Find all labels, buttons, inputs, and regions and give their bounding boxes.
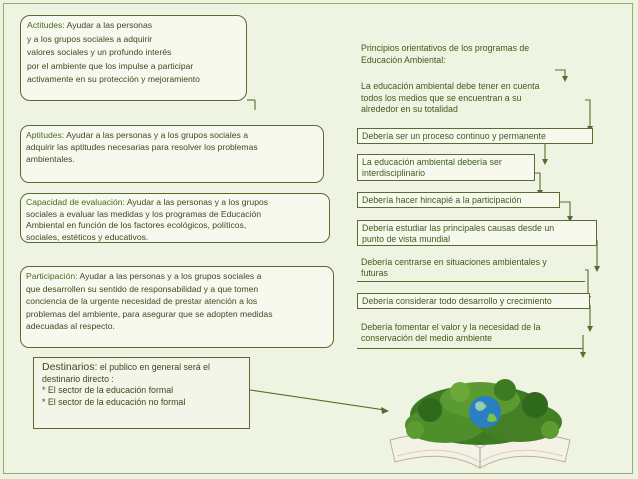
participacion-line-0: Ayudar a las personas y a los grupos sociales a	[79, 271, 262, 281]
participacion-line-1: que desarrollen su sentido de responsabilidad y a que tomen	[26, 283, 259, 294]
actitudes-box	[20, 15, 247, 101]
principios-line-0: Principios orientativos de los programas de	[361, 43, 530, 53]
aptitudes-line-0: Ayudar a las personas y a los grupos sociales a	[66, 130, 248, 140]
principle-5-line-1: punto de vista mundial	[362, 234, 451, 244]
participacion-line-3: problemas del ambiente, para asegurar que se adopten medidas	[26, 308, 273, 319]
capacidad-label: Capacidad de evaluación:	[26, 197, 125, 207]
principle-item-7	[357, 293, 590, 309]
actitudes-line-0: Ayudar a las personas	[66, 20, 153, 30]
capacidad-box	[20, 193, 330, 243]
principle-1-line-1: todos los medios que se encuentran a su	[361, 92, 522, 103]
principios-heading	[361, 42, 529, 66]
principle-3-line-0: La educación ambiental debería ser	[362, 157, 502, 167]
book-globe-image	[385, 370, 575, 470]
principle-8-line-0: Debería fomentar el valor y la necesidad de la	[361, 322, 541, 332]
principle-6-line-1: futuras	[361, 268, 388, 278]
participacion-line-2: conciencia de la urgente necesidad de prestar atención a los	[26, 296, 258, 306]
actitudes-label: Actitudes:	[27, 20, 65, 30]
principle-1-line-0: La educación ambiental debe tener en cuenta	[361, 81, 540, 91]
capacidad-line-3: sociales, estéticos y educativos.	[26, 231, 149, 242]
participacion-box	[20, 266, 334, 348]
participacion-label: Participación:	[26, 271, 78, 281]
destinarios-line-2: * El sector de la educación formal	[42, 385, 174, 395]
actitudes-line-3: por el ambiente que los impulse a participar	[27, 60, 194, 71]
actitudes-line-4: activamente en su protección y mejoramiento	[27, 74, 200, 84]
destinarios-line-3: * El sector de la educación no formal	[42, 396, 186, 407]
principios-line-1: Educación Ambiental:	[361, 55, 446, 65]
principle-2-line-0: Debería ser un proceso continuo y permanente	[362, 131, 546, 141]
principle-item-6	[357, 255, 585, 282]
principle-8-line-1: conservación del medio ambiente	[361, 333, 493, 343]
principle-item-1	[357, 79, 585, 121]
principle-5-line-0: Debería estudiar las principales causas desde un	[362, 223, 555, 233]
actitudes-line-1: y a los grupos sociales a adquirir	[27, 33, 153, 44]
principle-item-2	[357, 128, 593, 144]
participacion-line-4: adecuadas al respecto.	[26, 321, 115, 331]
principle-item-8	[357, 320, 583, 349]
principle-6-line-0: Debería centrarse en situaciones ambientales y	[361, 257, 547, 267]
aptitudes-line-2: ambientales.	[26, 154, 75, 164]
aptitudes-line-1: adquirir las aptitudes necesarias para resolver los problemas	[26, 142, 258, 152]
aptitudes-label: Aptitudes:	[26, 130, 65, 140]
destinarios-box	[33, 357, 250, 429]
book-with-globe-and-trees-icon	[385, 370, 575, 470]
destinarios-line-1: destinario directo :	[42, 373, 114, 384]
capacidad-line-1: sociales a evaluar las medidas y los programas de Educación	[26, 208, 262, 219]
aptitudes-box	[20, 125, 324, 183]
actitudes-line-2: valores sociales y un profundo interés	[27, 47, 172, 57]
principle-7-line-0: Debería considerar todo desarrollo y crecimiento	[362, 296, 552, 306]
principle-4-line-0: Debería hacer hincapié a la participación	[362, 195, 522, 205]
capacidad-line-2: Ambiental en función de los factores ecológicos, políticos,	[26, 220, 247, 230]
destinarios-line-0: el publico en general será el	[99, 362, 210, 372]
principle-item-3	[357, 154, 535, 181]
principle-item-5	[357, 220, 597, 246]
capacidad-line-0: Ayudar a las personas y a los grupos	[126, 197, 269, 207]
principle-item-4	[357, 192, 560, 208]
principle-1-line-2: alrededor en su totalidad	[361, 104, 458, 114]
principle-3-line-1: interdisciplinario	[362, 168, 426, 178]
destinarios-label: Destinarios:	[42, 361, 98, 373]
